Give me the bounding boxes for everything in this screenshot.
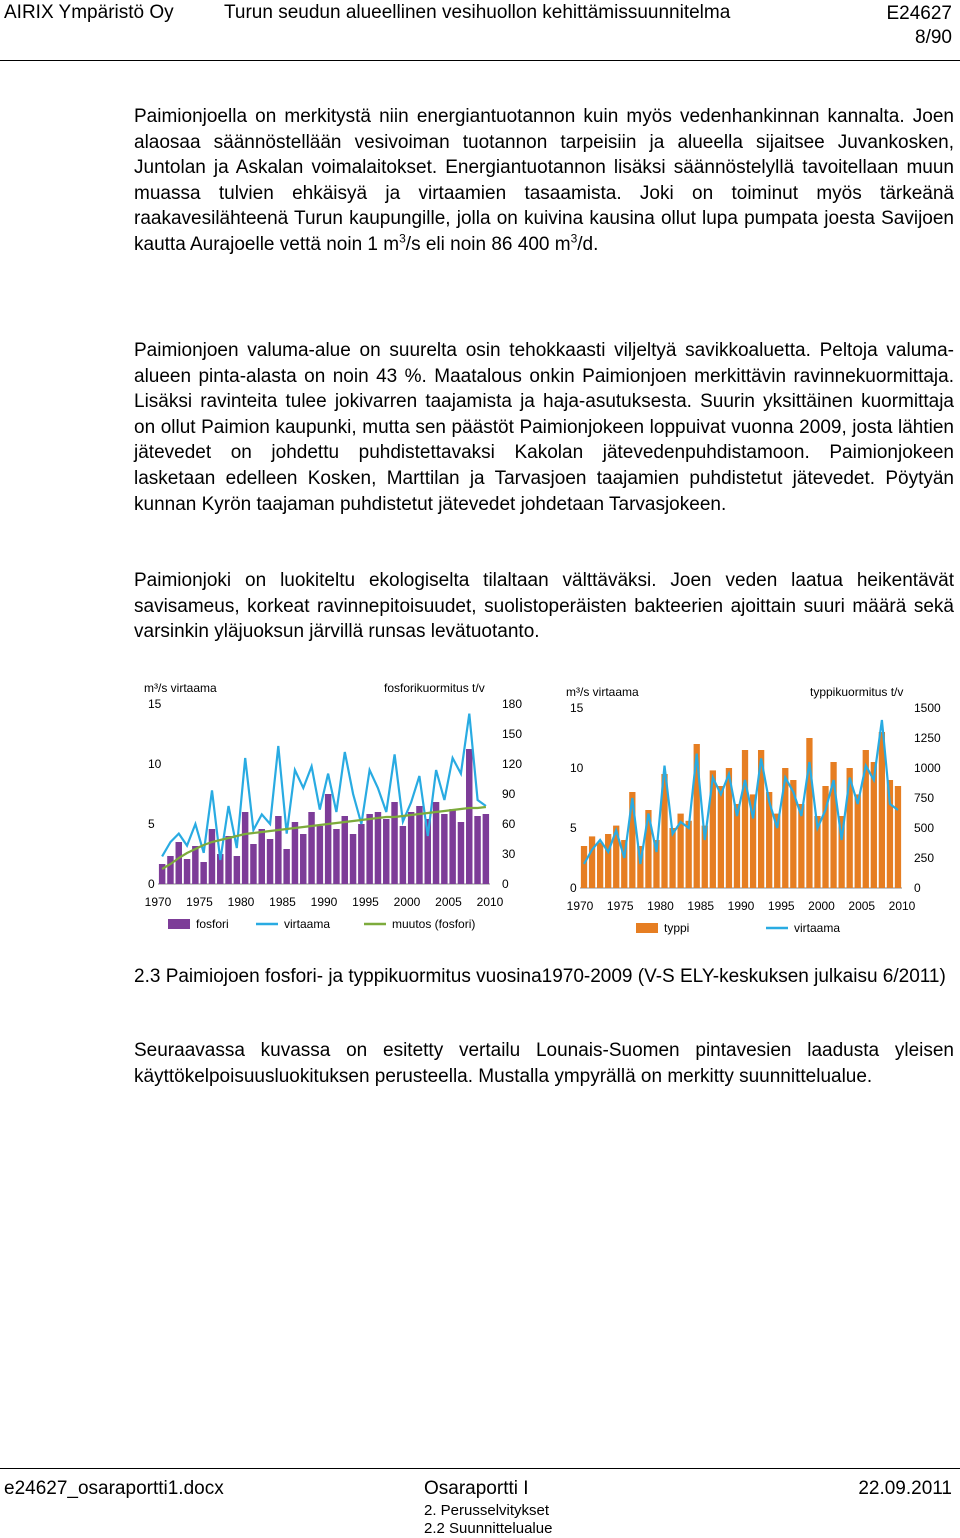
- nitr-bar: [855, 794, 861, 888]
- paragraph-3: Paimionjoki on luokiteltu ekologiselta tilaltaan välttäväksi. Joen veden laatua heikentävät savisameus, korkeat ravinnepitoisuudet, suolistoperäisten bakteerien ajoittain suuri määrä sekä varsinkin yläjuoksun järvillä runsas levätuotanto.: [134, 570, 954, 643]
- nitr-legend-label: virtaama: [794, 921, 841, 935]
- nitr-right-tick: 0: [914, 881, 921, 895]
- header-doc-id: E24627: [886, 3, 952, 24]
- phos-bar: [391, 802, 397, 884]
- phos-bar: [242, 812, 248, 884]
- header-page-number: 8/90: [915, 27, 952, 48]
- phos-x-tick: 1995: [352, 895, 379, 909]
- phos-bar: [292, 822, 298, 884]
- phos-svg: [134, 676, 534, 946]
- nitr-x-tick: 1980: [647, 899, 674, 913]
- phos-bar: [225, 836, 231, 884]
- nitr-left-tick: 10: [570, 761, 584, 775]
- nitr-x-tick: 1970: [566, 899, 594, 913]
- nitr-right-axis-label: typpikuormitus t/v: [810, 685, 904, 699]
- header-divider: [0, 60, 960, 61]
- phos-bar: [375, 812, 381, 884]
- phos-bar: [466, 749, 472, 884]
- phos-left-tick: 10: [148, 757, 162, 771]
- phos-right-tick: 150: [502, 727, 523, 741]
- phos-legend-label: fosfori: [196, 917, 229, 931]
- phos-bar: [408, 812, 414, 884]
- nitr-legend-swatch: [636, 923, 658, 933]
- phos-bar: [416, 806, 422, 884]
- phos-bar: [333, 829, 339, 884]
- phos-bar: [209, 829, 215, 884]
- phos-bar: [317, 826, 323, 884]
- phos-x-tick: 1975: [186, 895, 213, 909]
- nitr-left-tick: 15: [570, 701, 584, 715]
- paragraph-1: [134, 104, 954, 258]
- nitr-x-tick: 1990: [727, 899, 755, 913]
- nitr-bar: [879, 732, 885, 888]
- phos-bar: [366, 814, 372, 884]
- phos-x-tick: 1970: [144, 895, 172, 909]
- phos-bar: [184, 859, 190, 884]
- footer-date: 22.09.2011: [858, 1478, 952, 1499]
- phos-left-tick: 15: [148, 697, 162, 711]
- phos-bar: [325, 794, 331, 884]
- phos-bar: [234, 856, 240, 884]
- phos-x-tick: 2010: [476, 895, 504, 909]
- nitr-right-tick: 250: [914, 851, 935, 865]
- header-title: Turun seudun alueellinen vesihuollon kehittämissuunnitelma: [224, 2, 731, 23]
- phos-right-axis-label: fosforikuormitus t/v: [384, 681, 485, 695]
- phos-left-axis-label: m³/s virtaama: [144, 681, 217, 695]
- nitr-x-tick: 1985: [687, 899, 715, 913]
- paragraph-2: Paimionjoen valuma-alue on suurelta osin tehokkaasti viljeltyä savikkoaluetta. Peltoja valuma-alueen pinta-alasta on noin 43 %. Maatalous onkin Paimionjoen merkittävin ravinnekuormittaja. Lisäksi ravinteita tulee jokivarren taajamista ja haja-asutuksesta. Suurin yksittäinen kuormittaja on ollut Paimion kaupunki, mutta sen päästöt Paimionjokeen loppuivat vuonna 2009, josta lähtien jätevedet on johdettu puhdistettavaksi Kakolan jätevedenpuhdistamoon. Paimionjokeen lasketaan edelleen Kosken, Marttilan ja Tarvasjoen taajamien puhdistetut jätevedet. Pöytyän kunnan Kyrön taajaman puhdistetut jätevedet johdetaan Tarvasjokeen.: [134, 340, 954, 515]
- nitr-bar: [669, 828, 675, 888]
- phos-right-tick: 180: [502, 697, 523, 711]
- phos-bar: [176, 842, 182, 884]
- header-right: [886, 2, 952, 50]
- footer-filename: e24627_osaraportti1.docx: [4, 1478, 224, 1499]
- phos-bar: [441, 814, 447, 884]
- nitr-bar: [718, 786, 724, 888]
- phos-bar: [283, 849, 289, 884]
- nitr-right-tick: 500: [914, 821, 935, 835]
- nitr-left-tick: 0: [570, 881, 577, 895]
- footer-part: Osaraportti I: [424, 1478, 529, 1499]
- phos-x-tick: 2005: [435, 895, 462, 909]
- nitr-right-tick: 1500: [914, 701, 941, 715]
- nitr-x-tick: 2010: [888, 899, 916, 913]
- phos-bar: [308, 812, 314, 884]
- phos-bar: [192, 846, 198, 884]
- nitr-bar: [806, 738, 812, 888]
- phos-bar: [259, 829, 265, 884]
- phos-x-tick: 2000: [393, 895, 421, 909]
- phosphorus-chart: [134, 676, 534, 946]
- nitr-bar: [686, 821, 692, 888]
- footer-section-2: 2.2 Suunnittelualue: [424, 1520, 553, 1537]
- nitr-bar: [734, 804, 740, 888]
- phos-bar: [342, 816, 348, 884]
- phos-bar: [449, 809, 455, 884]
- phos-bar: [400, 826, 406, 884]
- unit-superscript-1: 3: [399, 231, 406, 246]
- phos-bar: [383, 819, 389, 884]
- unit-superscript-2: 3: [570, 231, 578, 246]
- paragraph-1-text-b: /s eli noin 86 400 m: [405, 233, 571, 255]
- nitr-bar: [581, 846, 587, 888]
- phos-bar: [474, 816, 480, 884]
- phos-bar: [250, 844, 256, 884]
- paragraph-4: Seuraavassa kuvassa on esitetty vertailu Lounais-Suomen pintavesien laadusta yleisen käyttökelpoisuusluokituksen perusteella. Mustalla ympyrällä on merkitty suunnittelualue.: [134, 1040, 954, 1087]
- phos-x-tick: 1985: [269, 895, 296, 909]
- phos-bar: [483, 814, 489, 884]
- paragraph-1-text: Paimionjoella on merkitystä niin energiantuotannon kuin myös vedenhankinnan kannalta. Joen alaosaa säännöstellään vesivoiman tuotannon tarpeisiin ja alueella sijaitsee Juvankosken, Juntolan ja Askalan voimalaitokset. Energiantuotannon lisäksi säännöstelyllä tavoitellaan muun muassa tulvien ehkäisyä ja virtaamien tasaamista. Joki on toiminut myös tärkeänä raakavesilähteenä Turun kaupungille, jolla on kuivina kausina ollut lupa pumpata joesta Savijoen kautta Aurajoelle vettä noin 1 m: [134, 106, 954, 255]
- phos-right-tick: 120: [502, 757, 523, 771]
- nitr-right-tick: 1250: [914, 731, 941, 745]
- phos-right-tick: 90: [502, 787, 516, 801]
- footer-section-1: 2. Perusselvitykset: [424, 1502, 550, 1519]
- phos-bar: [350, 834, 356, 884]
- nitr-svg: [556, 680, 956, 950]
- nitr-x-tick: 2000: [808, 899, 835, 913]
- phos-legend-label: virtaama: [284, 917, 331, 931]
- nitrogen-chart: [556, 680, 956, 950]
- phos-legend-label: muutos (fosfori): [392, 917, 476, 931]
- nitr-x-tick: 1975: [606, 899, 634, 913]
- footer-divider: [0, 1468, 960, 1469]
- header-company: AIRIX Ympäristö Oy: [4, 2, 174, 23]
- nitr-left-tick: 5: [570, 821, 577, 835]
- figure-caption: 2.3 Paimiojoen fosfori- ja typpikuormitus vuosina1970-2009 (V-S ELY-keskuksen julkaisu 6/2011): [134, 966, 946, 987]
- phos-bar: [458, 822, 464, 884]
- nitr-bar: [798, 804, 804, 888]
- phos-bar: [300, 834, 306, 884]
- phos-left-tick: 0: [148, 877, 155, 891]
- nitr-left-axis-label: m³/s virtaama: [566, 685, 639, 699]
- phos-right-tick: 0: [502, 877, 509, 891]
- phos-x-tick: 1990: [310, 895, 338, 909]
- phos-legend-swatch: [168, 919, 190, 929]
- nitr-bar: [605, 834, 611, 888]
- nitr-bar: [742, 750, 748, 888]
- phos-bar: [167, 856, 173, 884]
- phos-x-tick: 1980: [227, 895, 255, 909]
- phos-bar: [200, 862, 206, 884]
- phos-bar: [267, 839, 273, 884]
- phos-bar: [275, 816, 281, 884]
- nitr-legend-label: typpi: [664, 921, 690, 935]
- phos-right-tick: 30: [502, 847, 516, 861]
- phos-bar: [358, 824, 364, 884]
- nitr-bar: [597, 842, 603, 888]
- nitr-x-tick: 1995: [767, 899, 795, 913]
- nitr-bar: [895, 786, 901, 888]
- nitr-bar: [589, 836, 595, 888]
- nitr-right-tick: 750: [914, 791, 935, 805]
- phos-left-tick: 5: [148, 817, 155, 831]
- phos-bar: [433, 802, 439, 884]
- phos-right-tick: 60: [502, 817, 516, 831]
- paragraph-1-text-c: /d.: [577, 233, 599, 255]
- nitr-right-tick: 1000: [914, 761, 941, 775]
- nitr-x-tick: 2005: [848, 899, 876, 913]
